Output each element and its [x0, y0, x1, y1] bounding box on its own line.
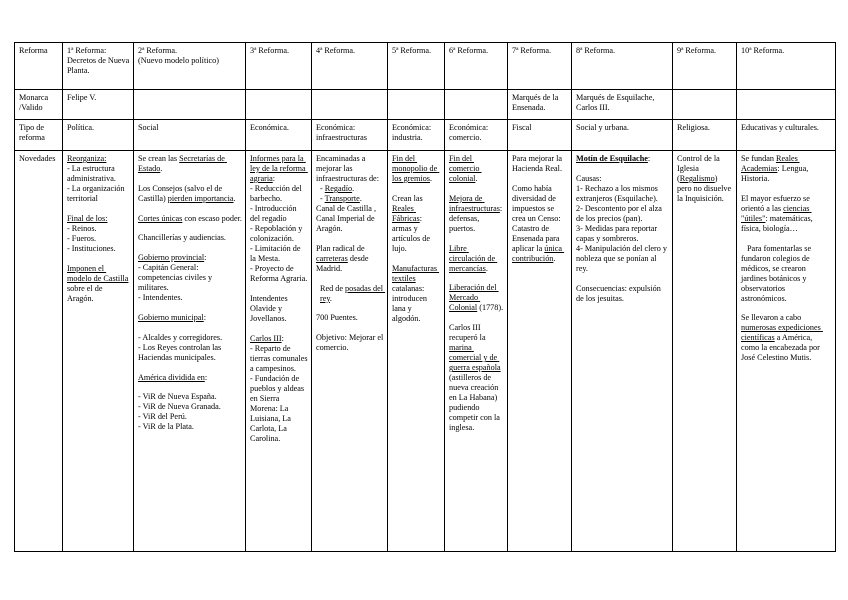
monarca-row: [15, 90, 836, 120]
novedades-cell: Se fundan Reales Academias: Lengua, Historia. El mayor esfuerzo se orientó a las ciencias "útiles": matemáticas, física, biología… Para fomentarlas se fundaron colegios de médicos, se crearon jardines botánicos y observatorios astronómicos. Se llevaron a cabo numerosas expediciones científicas a América, como la encabezada por José Celestino Mutis.: [737, 151, 836, 552]
tipo-cell: Tipo de reforma: [15, 120, 63, 151]
monarca-cell: [134, 90, 246, 120]
header-cell: 8ª Reforma.: [572, 43, 673, 90]
header-cell: 4ª Reforma.: [312, 43, 388, 90]
tipo-row: [15, 120, 836, 151]
reformas-table: [14, 42, 836, 552]
novedades-cell: Fin del comercio colonial. Mejora de infraestructuras: defensas, puertos. Libre circulación de mercancías. Liberación del Mercado Colonial (1778). Carlos III recuperó la marina comercial y de guerra española (astilleros de nueva creación en La Habana) pudiendo competir con la inglesa.: [445, 151, 508, 552]
monarca-cell: [312, 90, 388, 120]
monarca-cell: [673, 90, 737, 120]
novedades-label: Novedades: [15, 151, 63, 552]
tipo-cell: Social y urbana.: [572, 120, 673, 151]
header-cell: Reforma: [15, 43, 63, 90]
monarca-cell: Monarca /Valido: [15, 90, 63, 120]
header-cell: 1ª Reforma: Decretos de Nueva Planta.: [63, 43, 134, 90]
header-cell: 6ª Reforma.: [445, 43, 508, 90]
novedades-cell: Motín de Esquilache: Causas: 1- Rechazo a los mismos extranjeros (Esquilache). 2- Descontento por el alza de los precios (pan). 3- Medidas para reportar capas y sombreros. 4- Manipulación del clero y nobleza que se ponían al rey. Consecuencias: expulsión de los jesuitas.: [572, 151, 673, 552]
header-cell: 5ª Reforma.: [388, 43, 445, 90]
novedades-cell: Reorganiza: - La estructura administrativa. - La organización territorial Final de los: - Reinos. - Fueros. - Instituciones. Imponen el modelo de Castilla sobre el de Aragón.: [63, 151, 134, 552]
tipo-cell: Social: [134, 120, 246, 151]
header-cell: 3ª Reforma.: [246, 43, 312, 90]
novedades-cell: Informes para la ley de la reforma agraria: - Reducción del barbecho. - Introducción del regadío - Repoblación y colonización. - Limitación de la Mesta. - Proyecto de Reforma Agraria. Intendentes Olavide y Jovellanos. Carlos III: - Reparto de tierras comunales a campesinos. - Fundación de pueblos y aldeas en Sierra Morena: La Luisiana, La Carlota, La Carolina.: [246, 151, 312, 552]
tipo-cell: Económica.: [246, 120, 312, 151]
novedades-cell: Encaminadas a mejorar las infraestructuras de: - Regadío. - Transporte. Canal de Castilla , Canal Imperial de Aragón. Plan radical de carreteras desde Madrid. Red de posadas del rey. 700 Puentes. Objetivo: Mejorar el comercio.: [312, 151, 388, 552]
novedades-row: [15, 151, 836, 552]
header-cell: 2ª Reforma. (Nuevo modelo político): [134, 43, 246, 90]
monarca-cell: [388, 90, 445, 120]
novedades-cell: Para mejorar la Hacienda Real. Como había diversidad de impuestos se crea un Censo: Catastro de Ensenada para aplicar la única contribución.: [508, 151, 572, 552]
novedades-cell: Se crean las Secretarías de Estado. Los Consejos (salvo el de Castilla) pierden importancia. Cortes únicas con escaso poder. Chancillerías y audiencias. Gobierno provincial: - Capitán General: competencias civiles y militares. - Intendentes. Gobierno municipal: - Alcaldes y corregidores. - Los Reyes controlan las Haciendas municipales. América dividida en: - ViR de Nueva España. - ViR de Nueva Granada. - ViR del Perú. - ViR de la Plata.: [134, 151, 246, 552]
tipo-cell: Económica: infraestructuras: [312, 120, 388, 151]
tipo-cell: Política.: [63, 120, 134, 151]
header-cell: 7ª Reforma.: [508, 43, 572, 90]
monarca-cell: [246, 90, 312, 120]
monarca-cell: Marqués de la Ensenada.: [508, 90, 572, 120]
header-cell: 10ª Reforma.: [737, 43, 836, 90]
tipo-cell: Religiosa.: [673, 120, 737, 151]
tipo-cell: Fiscal: [508, 120, 572, 151]
tipo-cell: Educativas y culturales.: [737, 120, 836, 151]
monarca-cell: [445, 90, 508, 120]
monarca-cell: Felipe V.: [63, 90, 134, 120]
novedades-cell: Fin del monopolio de los gremios. Crean las Reales Fábricas: armas y artículos de lujo. Manufacturas textiles catalanas: introducen lana y algodón.: [388, 151, 445, 552]
monarca-cell: Marqués de Esquilache, Carlos III.: [572, 90, 673, 120]
monarca-cell: [737, 90, 836, 120]
tipo-cell: Económica: comercio.: [445, 120, 508, 151]
tipo-cell: Económica: industria.: [388, 120, 445, 151]
header-cell: 9ª Reforma.: [673, 43, 737, 90]
novedades-cell: Control de la Iglesia (Regalismo) pero no disuelve la Inquisición.: [673, 151, 737, 552]
header-row: [15, 43, 836, 90]
